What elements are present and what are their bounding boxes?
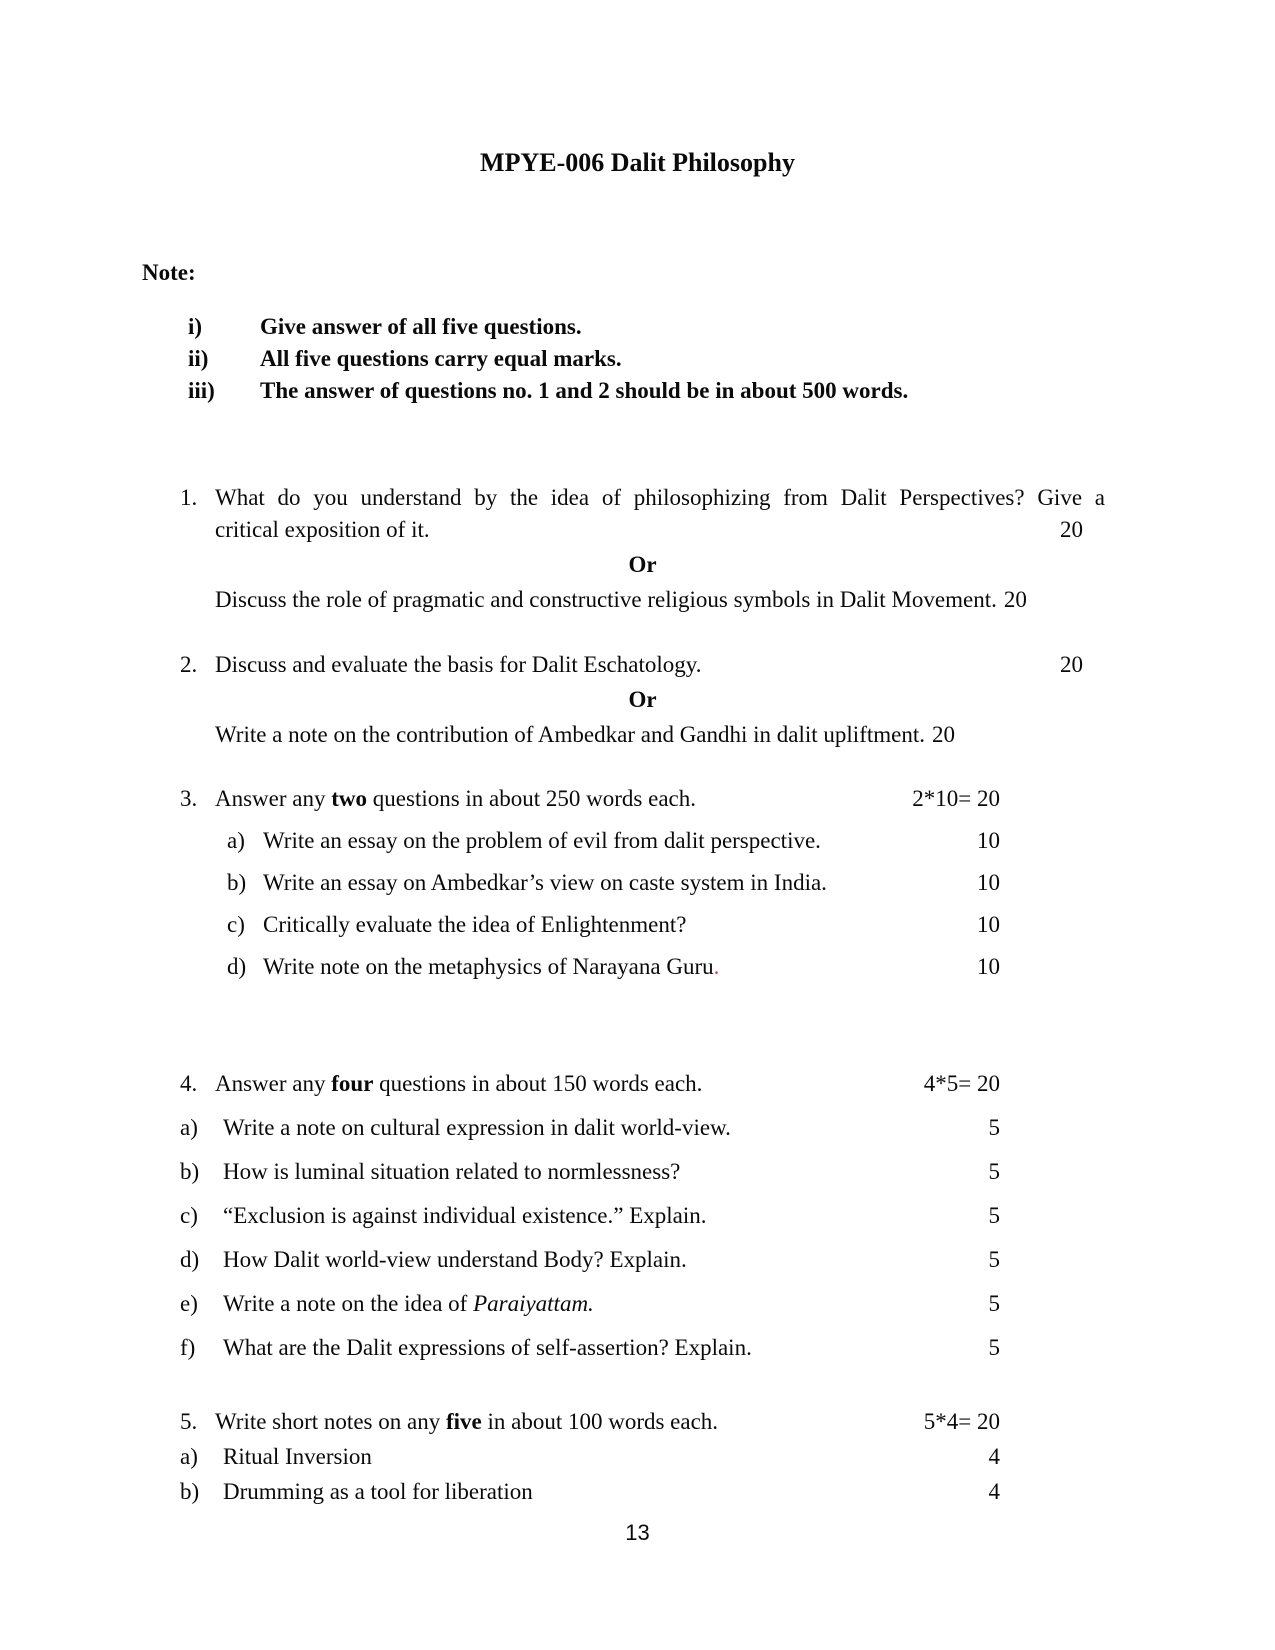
sub-question-letter: e) [180, 1291, 198, 1316]
question-2-alternative [215, 719, 1105, 751]
sub-question [180, 1332, 1105, 1364]
sub-question-letter: d) [180, 1247, 200, 1272]
red-period: . [713, 954, 720, 979]
question-text [215, 1068, 702, 1100]
question-4 [180, 1068, 1105, 1364]
marks-value: 20 [932, 722, 955, 747]
marks-formula: 2*10= 20 [912, 786, 1000, 811]
question-number: 1. [180, 485, 198, 510]
sub-question-text: What are the Dalit expressions of self-assertion? Explain. [223, 1335, 752, 1360]
sub-question-letter: b) [227, 870, 247, 895]
question-number: 4. [180, 1071, 198, 1096]
sub-question-text: Write an essay on the problem of evil from dalit perspective. [263, 828, 821, 853]
sub-question-letter: f) [180, 1335, 196, 1360]
question-2 [180, 649, 1105, 751]
note-item [188, 343, 1275, 375]
question-1 [180, 482, 1105, 616]
sub-question-text [263, 951, 719, 983]
or-separator: Or [628, 552, 657, 577]
question-text-bold: five [445, 1409, 482, 1434]
question-text-post: in about 100 words each. [481, 1409, 719, 1434]
sub-question-text: Drumming as a tool for liberation [223, 1479, 533, 1504]
note-item-number: iii) [188, 378, 215, 403]
question-text-bold: two [331, 786, 368, 811]
note-item-text: The answer of questions no. 1 and 2 should be in about 500 words. [260, 378, 909, 403]
sub-question-text: “Exclusion is against individual existence.” Explain. [223, 1203, 707, 1228]
page-number: 13 [625, 1520, 650, 1545]
italic-term: Paraiyattam. [473, 1291, 594, 1316]
sub-question [227, 951, 1105, 983]
question-text [215, 1406, 718, 1438]
question-text-post: questions in about 150 words each. [373, 1071, 703, 1096]
questions-area [180, 482, 1105, 1508]
question-text-bold: four [331, 1071, 374, 1096]
question-1-line-1 [180, 482, 1105, 514]
question-1-alternative [215, 584, 1105, 616]
sub-question [180, 1476, 1105, 1508]
question-3-header [180, 783, 1105, 815]
question-1-line-2 [180, 514, 1105, 546]
marks-value: 4 [988, 1444, 1000, 1469]
question-number: 5. [180, 1409, 198, 1434]
marks-value: 4 [988, 1479, 1000, 1504]
sub-question [180, 1288, 1105, 1320]
question-text: Discuss and evaluate the basis for Dalit Eschatology. [215, 652, 702, 677]
sub-question-letter: b) [180, 1159, 200, 1184]
sub-question-text: Critically evaluate the idea of Enlightenment? [263, 912, 687, 937]
marks-value: 5 [988, 1247, 1000, 1272]
question-number: 2. [180, 652, 198, 677]
sub-question [180, 1441, 1105, 1473]
marks-value: 20 [1060, 517, 1083, 542]
sub-question-text-main: Write a note on the idea of [223, 1291, 474, 1316]
sub-question [227, 909, 1105, 941]
note-item [188, 311, 1275, 343]
question-number: 3. [180, 786, 198, 811]
question-text-post: questions in about 250 words each. [367, 786, 697, 811]
marks-value: 20 [1060, 652, 1083, 677]
marks-value: 10 [977, 912, 1000, 937]
sub-question [180, 1156, 1105, 1188]
question-number-spacer [180, 514, 215, 546]
sub-question-text [223, 1288, 594, 1320]
marks-value: 5 [988, 1291, 1000, 1316]
marks-value: 5 [988, 1159, 1000, 1184]
sub-question [180, 1200, 1105, 1232]
sub-question-letter: a) [180, 1444, 198, 1469]
question-text: What do you understand by the idea of philosophizing from Dalit Perspectives? Give a [215, 485, 1105, 510]
note-item-text: Give answer of all five questions. [260, 314, 582, 339]
marks-value: 5 [988, 1335, 1000, 1360]
sub-question [227, 825, 1105, 857]
sub-question-letter: c) [227, 912, 245, 937]
question-4-header [180, 1068, 1105, 1100]
sub-question-text: How Dalit world-view understand Body? Explain. [223, 1247, 687, 1272]
marks-formula: 4*5= 20 [923, 1071, 1000, 1096]
question-2-line [180, 649, 1105, 681]
question-text-pre: Write short notes on any [215, 1409, 446, 1434]
sub-question-text: Ritual Inversion [223, 1444, 372, 1469]
sub-question-letter: c) [180, 1203, 198, 1228]
marks-value: 10 [977, 828, 1000, 853]
question-5 [180, 1406, 1105, 1508]
or-separator: Or [628, 687, 657, 712]
note-list [188, 311, 1275, 407]
sub-question-text-main: Write note on the metaphysics of Narayana Guru [263, 954, 714, 979]
question-text: critical exposition of it. [215, 517, 430, 542]
question-text [215, 783, 696, 815]
sub-question-text: Write a note on cultural expression in dalit world-view. [223, 1115, 731, 1140]
sub-question-letter: a) [180, 1115, 198, 1140]
note-item-number: i) [188, 314, 203, 339]
question-text: Write a note on the contribution of Ambedkar and Gandhi in dalit upliftment. [215, 722, 925, 747]
sub-question [180, 1244, 1105, 1276]
question-3 [180, 783, 1105, 983]
sub-question-letter: a) [227, 828, 245, 853]
marks-formula: 5*4= 20 [923, 1409, 1000, 1434]
marks-value: 20 [1003, 587, 1027, 612]
question-text-pre: Answer any [215, 1071, 332, 1096]
sub-question [180, 1112, 1105, 1144]
sub-question-text: How is luminal situation related to normlessness? [223, 1159, 681, 1184]
question-text-pre: Answer any [215, 786, 332, 811]
question-text: Discuss the role of pragmatic and constructive religious symbols in Dalit Movement. [215, 587, 997, 612]
sub-question-text: Write an essay on Ambedkar’s view on caste system in India. [263, 870, 827, 895]
note-heading: Note: [142, 260, 196, 285]
page-title: MPYE-006 Dalit Philosophy [480, 148, 795, 177]
sub-question [227, 867, 1105, 899]
note-item-number: ii) [188, 346, 209, 371]
note-item [188, 375, 1275, 407]
sub-question-letter: d) [227, 954, 247, 979]
note-item-text: All five questions carry equal marks. [260, 346, 622, 371]
question-5-header [180, 1406, 1105, 1438]
marks-value: 10 [977, 954, 1000, 979]
marks-value: 10 [977, 870, 1000, 895]
sub-question-letter: b) [180, 1479, 200, 1504]
marks-value: 5 [988, 1115, 1000, 1140]
marks-value: 5 [988, 1203, 1000, 1228]
